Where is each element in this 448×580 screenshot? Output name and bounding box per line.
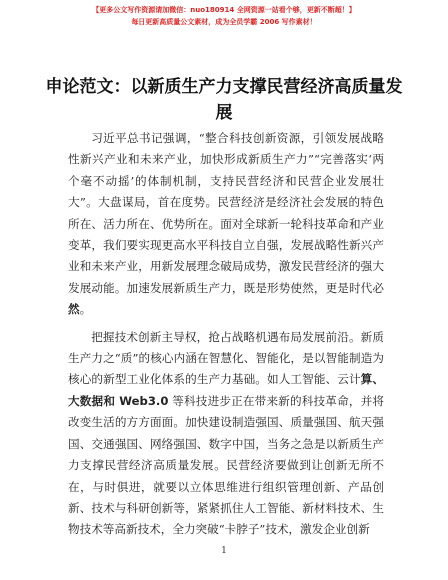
document-body [68,128,384,547]
paragraph-1-text: 习近平总书记强调，“整合科技创新资源，引领发展战略性新兴产业和未来产业，加快形成新质生产力”“完善落实‘两个毫不动摇’的体制机制，支持民营经济和民营企业发展壮大”。大盘谋局，首在度势。民营经济是经济社会发展的特色所在、活力所在、优势所在。面对全球新一轮科技革命和产业变革，我们要实现更高水平科技自立自强，发展战略性新兴产业和未来产业，用新发展理念破局成势，激发民营经济的强大发展动能。加速发展新质生产力，既是形势使然，更是时代必 [68,131,384,295]
banner-line-1: 【更多公文写作资源请加微信：nuo180914 全网资源一站看个够，更新不断超！】 [92,6,356,14]
paragraph-2 [68,327,384,541]
paragraph-1 [68,128,384,321]
header-banner [0,4,448,28]
paragraph-1-bold-text: 然 [68,302,80,317]
paragraph-1-tail: 。 [79,302,92,317]
paragraph-2-text: 把握技术创新主导权，抢占战略机遇布局发展前沿。新质生产力之“质”的核心内涵在智慧化、智能化，是以智能制造为核心的新型工业化体系的生产力基础。如人工智能、云计 [68,329,384,387]
page-number: 1 [221,546,227,556]
banner-line-2: 每日更新高质量公文素材，成为全员学霸 2006 写作素材！ [131,18,317,26]
paragraph-2-bold-text: 算、大数据和 Web3.0 [68,372,384,408]
paragraph-2-tail: 等科技进步正在带来新的科技革命，并将改变生活的方方面面。加快建设制造强国、质量强国、航天强国、交通强国、网络强国、数字中国，当务之急是以新质生产力支撑民营经济高质量发展。民营经济要做到让创新无所不在，与时俱进，就要以立体思维进行组织管理创新、产品创新、技术与科研创新等，紧紧抓住人工智能、新材料技术、生物技术等高新技术，全力突破“卡脖子”技术，激发企业创新 [68,393,384,537]
document-title: 申论范文：以新质生产力支撑民营经济高质量发展 [45,77,403,123]
